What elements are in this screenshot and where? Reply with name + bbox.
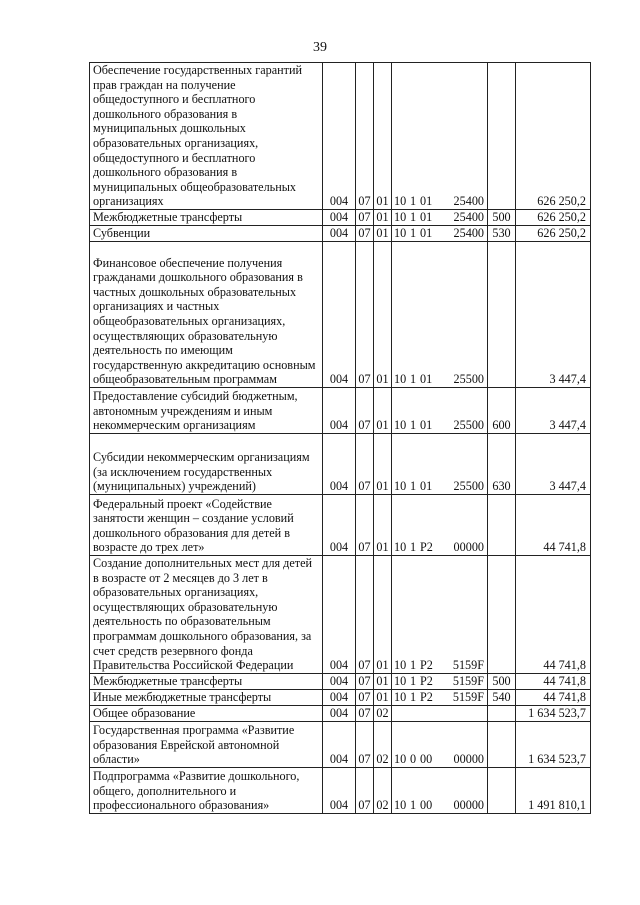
row-subsection: 01 — [374, 241, 392, 387]
row-target-code — [392, 63, 488, 210]
row-grbs: 004 — [323, 555, 356, 673]
row-section: 07 — [356, 555, 374, 673]
table-row — [90, 387, 591, 433]
row-expense-type: 500 — [488, 209, 516, 225]
row-section: 07 — [356, 387, 374, 433]
code-part-direction: 25500 — [453, 479, 484, 494]
row-target-code — [392, 387, 488, 433]
row-name: Федеральный проект «Содействие занятости женщин – создание условий дошкольного образования для детей в возрасте до трех лет» — [90, 494, 323, 555]
code-part-subprogram: 1 — [410, 226, 417, 241]
row-expense-type — [488, 241, 516, 387]
row-section: 07 — [356, 225, 374, 241]
row-subsection: 01 — [374, 433, 392, 494]
code-part-program: 10 — [394, 479, 407, 494]
code-part-program: 10 — [394, 226, 407, 241]
row-expense-type: 630 — [488, 433, 516, 494]
row-section: 07 — [356, 433, 374, 494]
code-part-direction: 00000 — [453, 540, 484, 555]
row-section: 07 — [356, 767, 374, 813]
row-grbs: 004 — [323, 387, 356, 433]
code-part-subprogram: 1 — [410, 658, 417, 673]
code-part-measure: 01 — [420, 418, 433, 433]
row-grbs: 004 — [323, 494, 356, 555]
row-subsection: 01 — [374, 494, 392, 555]
table-row — [90, 673, 591, 689]
code-part-measure: P2 — [420, 690, 433, 705]
row-expense-type — [488, 705, 516, 721]
row-name: Иные межбюджетные трансферты — [90, 689, 323, 705]
row-subsection: 02 — [374, 767, 392, 813]
row-expense-type — [488, 494, 516, 555]
table-row — [90, 689, 591, 705]
row-section: 07 — [356, 689, 374, 705]
row-expense-type — [488, 767, 516, 813]
row-amount: 1 634 523,7 — [516, 705, 591, 721]
code-part-program: 10 — [394, 372, 407, 387]
row-grbs: 004 — [323, 63, 356, 210]
code-part-direction: 25400 — [453, 194, 484, 209]
code-part-measure: 00 — [420, 798, 433, 813]
row-grbs: 004 — [323, 225, 356, 241]
code-part-direction: 25500 — [453, 372, 484, 387]
code-part-measure: 01 — [420, 210, 433, 225]
row-section: 07 — [356, 673, 374, 689]
row-name: Государственная программа «Развитие образования Еврейской автономной области» — [90, 721, 323, 767]
row-target-code — [392, 721, 488, 767]
table-row — [90, 494, 591, 555]
row-grbs: 004 — [323, 705, 356, 721]
table-row — [90, 209, 591, 225]
row-grbs: 004 — [323, 689, 356, 705]
code-part-program: 10 — [394, 690, 407, 705]
code-part-measure: 01 — [420, 226, 433, 241]
code-part-measure: P2 — [420, 658, 433, 673]
row-name: Общее образование — [90, 705, 323, 721]
row-subsection: 01 — [374, 689, 392, 705]
row-name: Межбюджетные трансферты — [90, 209, 323, 225]
row-expense-type: 530 — [488, 225, 516, 241]
row-subsection: 02 — [374, 721, 392, 767]
code-part-subprogram: 1 — [410, 798, 417, 813]
row-expense-type — [488, 555, 516, 673]
code-part-program: 10 — [394, 194, 407, 209]
row-subsection: 01 — [374, 673, 392, 689]
table-row — [90, 63, 591, 210]
code-part-program: 10 — [394, 798, 407, 813]
row-name: Предоставление субсидий бюджетным, автономным учреждениям и иным некоммерческим организациям — [90, 387, 323, 433]
budget-table-body — [90, 63, 591, 814]
row-expense-type: 500 — [488, 673, 516, 689]
row-expense-type — [488, 721, 516, 767]
table-row — [90, 241, 591, 387]
row-subsection: 01 — [374, 63, 392, 210]
code-part-subprogram: 0 — [410, 752, 417, 767]
row-grbs: 004 — [323, 673, 356, 689]
table-row — [90, 555, 591, 673]
code-part-measure: 00 — [420, 752, 433, 767]
code-part-measure: 01 — [420, 372, 433, 387]
code-part-subprogram: 1 — [410, 690, 417, 705]
budget-table — [89, 62, 591, 814]
row-target-code — [392, 494, 488, 555]
code-part-program: 10 — [394, 674, 407, 689]
row-subsection: 01 — [374, 387, 392, 433]
row-name: Субвенции — [90, 225, 323, 241]
row-target-code — [392, 705, 488, 721]
row-section: 07 — [356, 63, 374, 210]
code-part-direction: 5159F — [452, 690, 484, 705]
code-part-program: 10 — [394, 752, 407, 767]
row-amount: 3 447,4 — [516, 433, 591, 494]
row-subsection: 01 — [374, 555, 392, 673]
row-subsection: 02 — [374, 705, 392, 721]
table-row — [90, 767, 591, 813]
row-amount: 3 447,4 — [516, 387, 591, 433]
row-expense-type: 600 — [488, 387, 516, 433]
row-grbs: 004 — [323, 433, 356, 494]
code-part-direction: 00000 — [453, 752, 484, 767]
row-target-code — [392, 209, 488, 225]
row-expense-type: 540 — [488, 689, 516, 705]
row-section: 07 — [356, 241, 374, 387]
code-part-subprogram: 1 — [410, 210, 417, 225]
code-part-measure: P2 — [420, 674, 433, 689]
row-target-code — [392, 433, 488, 494]
row-target-code — [392, 689, 488, 705]
code-part-subprogram: 1 — [410, 674, 417, 689]
row-section: 07 — [356, 705, 374, 721]
row-target-code — [392, 555, 488, 673]
code-part-program: 10 — [394, 210, 407, 225]
code-part-measure: P2 — [420, 540, 433, 555]
code-part-subprogram: 1 — [410, 194, 417, 209]
row-amount: 626 250,2 — [516, 63, 591, 210]
row-amount: 44 741,8 — [516, 689, 591, 705]
row-target-code — [392, 225, 488, 241]
code-part-measure: 01 — [420, 194, 433, 209]
page-number: 39 — [313, 40, 327, 55]
table-row — [90, 721, 591, 767]
row-subsection: 01 — [374, 225, 392, 241]
table-row — [90, 433, 591, 494]
code-part-direction: 5159F — [452, 658, 484, 673]
row-grbs: 004 — [323, 767, 356, 813]
row-amount: 3 447,4 — [516, 241, 591, 387]
row-grbs: 004 — [323, 241, 356, 387]
row-name: Обеспечение государственных гарантий прав граждан на получение общедоступного и бесплатного дошкольного образования в муниципальных дошкольных образовательных организациях, общедоступного и бесплатного дошкольного образования в муниципальных общеобразовательных организациях — [90, 63, 323, 210]
code-part-subprogram: 1 — [410, 540, 417, 555]
code-part-direction: 00000 — [453, 798, 484, 813]
row-target-code — [392, 673, 488, 689]
row-amount: 626 250,2 — [516, 225, 591, 241]
code-part-program: 10 — [394, 658, 407, 673]
code-part-subprogram: 1 — [410, 372, 417, 387]
row-amount: 626 250,2 — [516, 209, 591, 225]
row-name: Субсидии некоммерческим организациям (за исключением государственных (муниципальных) учреждений) — [90, 433, 323, 494]
row-section: 07 — [356, 209, 374, 225]
code-part-direction: 25400 — [453, 226, 484, 241]
row-amount: 44 741,8 — [516, 555, 591, 673]
table-row — [90, 705, 591, 721]
code-part-direction: 25400 — [453, 210, 484, 225]
row-section: 07 — [356, 494, 374, 555]
code-part-direction: 25500 — [453, 418, 484, 433]
code-part-program: 10 — [394, 418, 407, 433]
code-part-measure: 01 — [420, 479, 433, 494]
row-expense-type — [488, 63, 516, 210]
row-target-code — [392, 241, 488, 387]
row-name: Межбюджетные трансферты — [90, 673, 323, 689]
row-target-code — [392, 767, 488, 813]
row-amount: 1 634 523,7 — [516, 721, 591, 767]
table-row — [90, 225, 591, 241]
code-part-direction: 5159F — [452, 674, 484, 689]
row-subsection: 01 — [374, 209, 392, 225]
code-part-program: 10 — [394, 540, 407, 555]
row-grbs: 004 — [323, 721, 356, 767]
code-part-subprogram: 1 — [410, 418, 417, 433]
row-name: Создание дополнительных мест для детей в возрасте от 2 месяцев до 3 лет в образовательных организациях, осуществляющих образовательную деятельность по образовательным программам дошкольного образования, за счет средств резервного фонда Правительства Российской Федерации — [90, 555, 323, 673]
row-section: 07 — [356, 721, 374, 767]
row-amount: 1 491 810,1 — [516, 767, 591, 813]
row-amount: 44 741,8 — [516, 673, 591, 689]
code-part-subprogram: 1 — [410, 479, 417, 494]
row-name: Финансовое обеспечение получения гражданами дошкольного образования в частных дошкольных образовательных организациях и частных общеобразовательных организациях, осуществляющих образовательную деятельность по имеющим государственную аккредитацию основным общеобразовательным программам — [90, 241, 323, 387]
row-name: Подпрограмма «Развитие дошкольного, общего, дополнительного и профессионального образования» — [90, 767, 323, 813]
row-amount: 44 741,8 — [516, 494, 591, 555]
row-grbs: 004 — [323, 209, 356, 225]
